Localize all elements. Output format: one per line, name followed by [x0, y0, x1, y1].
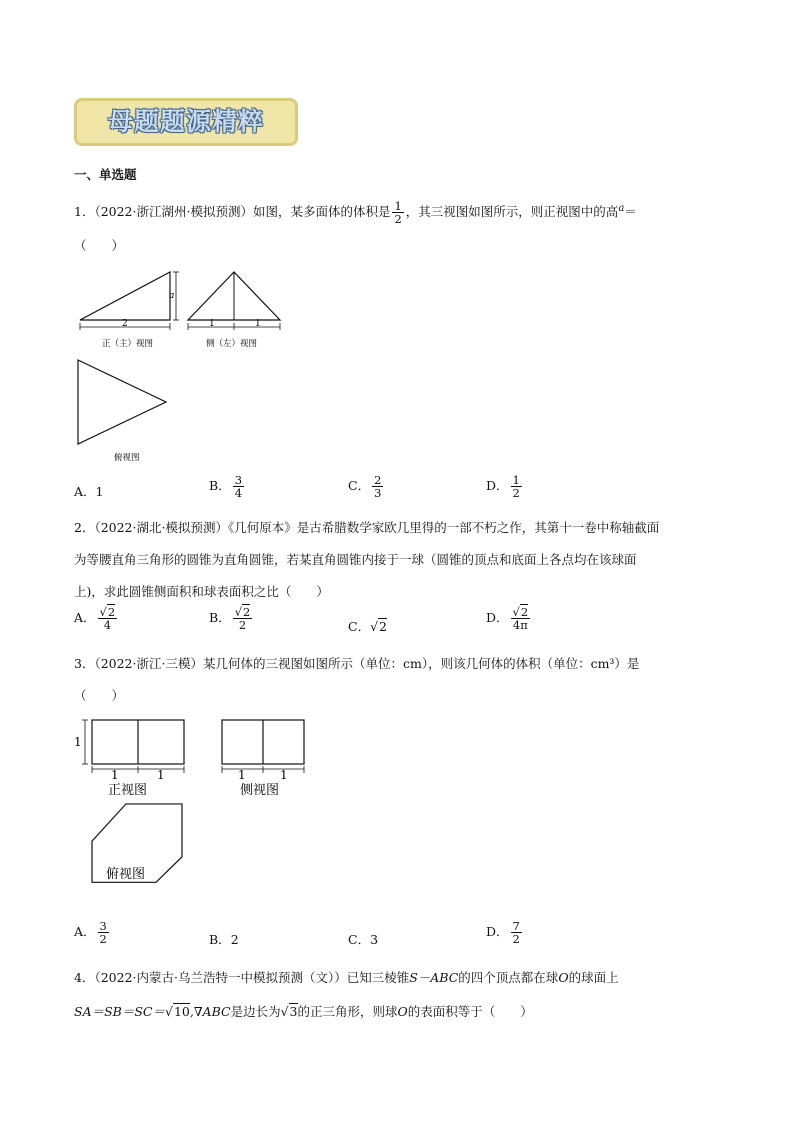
q3-side-dim-left: 1: [238, 768, 246, 782]
q1-option-d[interactable]: D． $\frac{1}{2}$: [486, 473, 520, 501]
q1-option-c[interactable]: C． $\frac{2}{3}$: [348, 473, 382, 501]
q3-option-d[interactable]: D． $\frac{7}{2}$: [486, 919, 520, 947]
q1-answer-paren: （ ）: [74, 238, 125, 253]
q3-option-c[interactable]: C．3: [348, 932, 379, 947]
q1-top-view: [74, 356, 174, 464]
q1-front-width-label: 2: [122, 319, 128, 329]
q2-option-d[interactable]: D． $\frac{√2}{4\pi}$: [486, 605, 529, 633]
title-banner: [74, 98, 298, 146]
q1-side-dim-right: 1: [255, 319, 261, 329]
q3-answer-paren: （ ）: [74, 688, 125, 703]
q1-top-caption: 俯视图: [114, 453, 140, 463]
q3-front-dim-right: 1: [157, 768, 165, 782]
q3-side-caption: 侧视图: [240, 783, 280, 798]
banner-title: 母题题源精粹: [107, 107, 264, 136]
q2-option-c[interactable]: C．√2: [348, 619, 387, 634]
q1-front-height-label: a: [169, 291, 175, 301]
q1-side-caption: 侧（左）视图: [206, 339, 258, 349]
q1-option-b[interactable]: B． $\frac{3}{4}$: [209, 473, 243, 501]
q1-option-a[interactable]: A．1: [74, 484, 104, 499]
q2-stem-line2: 为等腰直角三角形的圆锥为直角圆锥，若某直角圆锥内接于一球（圆锥的顶点和底面上各点均在该球面: [74, 552, 637, 567]
q1-side-view: [186, 268, 286, 352]
q2-stem-line1: 2．（2022·湖北·模拟预测）《几何原本》是古希腊数学家欧几里得的一部不朽之作，其第十一卷中称轴截面: [74, 520, 660, 535]
q2-option-a[interactable]: A． $\frac{√2}{4}$: [74, 605, 116, 633]
q1-side-dim-left: 1: [209, 319, 215, 329]
q3-option-b[interactable]: B．2: [209, 932, 239, 947]
q4-stem-line2: SA＝SB＝SC＝√10,∇ABC是边长为√3的正三角形，则球O的表面积等于（ ）: [74, 1004, 533, 1019]
q4-stem-line1: 4．（2022·内蒙古·乌兰浩特一中模拟预测（文））已知三棱锥S－ABC的四个顶点都在球O的球面上: [74, 970, 619, 985]
q3-top-caption: 俯视图: [106, 867, 146, 882]
q1-front-caption: 正（主）视图: [102, 339, 154, 349]
q3-front-view: [72, 716, 202, 798]
q3-front-height-label: 1: [74, 735, 82, 749]
q1-volume-fraction: $\frac{1}{2}$: [394, 199, 402, 227]
q3-side-dim-right: 1: [280, 768, 288, 782]
q1-front-view: [76, 268, 186, 352]
q2-option-b[interactable]: B． $\frac{√2}{2}$: [209, 605, 251, 633]
q3-stem-line1: 3．（2022·浙江·三模）某几何体的三视图如图所示（单位：cm），则该几何体的体积（单位：cm³）是: [74, 656, 640, 671]
q3-option-a[interactable]: A． $\frac{3}{2}$: [74, 919, 107, 947]
section-heading: 一、单选题: [74, 167, 137, 182]
q3-top-view: [88, 800, 188, 884]
q3-front-caption: 正视图: [108, 783, 148, 798]
q3-side-view: [218, 716, 328, 798]
q1-stem-line1: 1．（2022·浙江湖州·模拟预测）如图，某多面体的体积是 $\frac{1}{2}$ ，其三视图如图所示，则正视图中的高$^a$＝: [74, 199, 637, 227]
q2-stem-line3: 上)，求此圆锥侧面积和球表面积之比（ ）: [74, 584, 329, 599]
q3-front-dim-left: 1: [111, 768, 119, 782]
